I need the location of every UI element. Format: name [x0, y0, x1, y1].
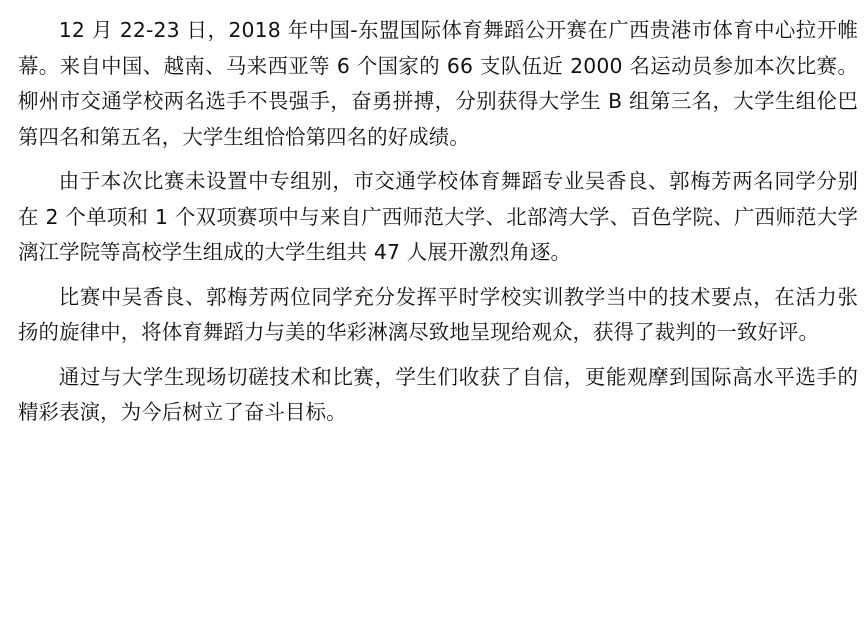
- article-paragraph-1: 12 月 22-23 日，2018 年中国-东盟国际体育舞蹈公开赛在广西贵港市体育中心拉开帷幕。来自中国、越南、马来西亚等 6 个国家的 66 支队伍近 2000 名运动员参加本次比赛。柳州市交通学校两名选手不畏强手，奋勇拼搏，分别获得大学生 B 组第三名，大学生组伦巴第四名和第五名，大学生组恰恰第四名的好成绩。: [18, 18, 858, 149]
- article-paragraph-2: 由于本次比赛未设置中专组别，市交通学校体育舞蹈专业吴香良、郭梅芳两名同学分别在 2 个单项和 1 个双项赛项中与来自广西师范大学、北部湾大学、百色学院、广西师范大学漓江学院等高校学生组成的大学生组共 47 人展开激烈角逐。: [18, 169, 858, 264]
- article-body: [18, 13, 858, 440]
- article-paragraph-3: 比赛中吴香良、郭梅芳两位同学充分发挥平时学校实训教学当中的技术要点，在活力张扬的旋律中，将体育舞蹈力与美的华彩淋漓尽致地呈现给观众，获得了裁判的一致好评。: [18, 284, 858, 344]
- article-paragraph-4: 通过与大学生现场切磋技术和比赛，学生们收获了自信，更能观摩到国际高水平选手的精彩表演，为今后树立了奋斗目标。: [18, 364, 858, 424]
